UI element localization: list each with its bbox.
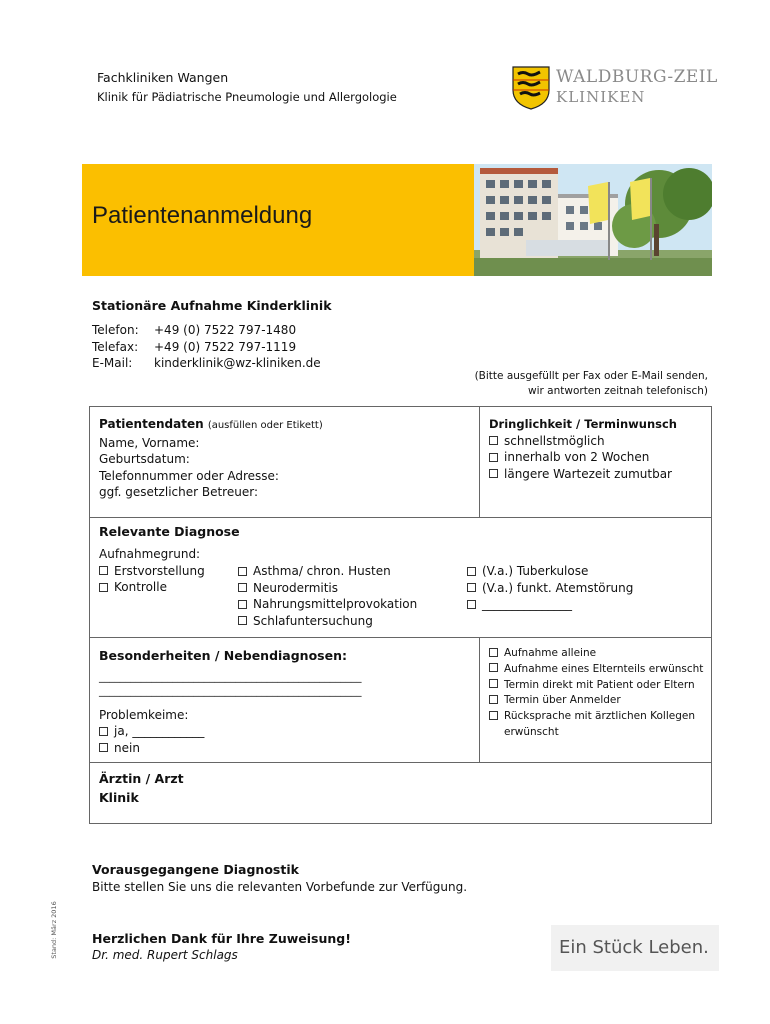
slogan-box [551,925,719,971]
divider [479,407,480,517]
patient-field-contact[interactable]: Telefonnummer oder Adresse: [99,468,279,483]
urgency-option[interactable]: innerhalb von 2 Wochen [489,449,677,466]
checkbox[interactable] [489,663,498,672]
diagnosis-option[interactable]: Nahrungsmittelprovokation [238,596,417,613]
thanks-block [92,930,351,964]
admission-option[interactable]: Aufnahme alleine [489,646,703,662]
page-title: Patientenanmeldung [92,202,313,229]
diagnosis-option[interactable]: Asthma/ chron. Husten [238,563,417,580]
fax-label: Telefax: [92,339,139,354]
special-line-2[interactable]: __________________________________________________ [99,684,362,697]
patient-field-birthdate[interactable]: Geburtsdatum: [99,452,190,466]
prior-section [92,861,467,896]
prior-heading: Vorausgegangene Diagnostik [92,862,299,877]
diagnosis-option[interactable]: Schlafuntersuchung [238,613,417,630]
title-banner [82,164,712,276]
doctor-label[interactable]: Ärztin / Arzt [99,771,184,786]
checkbox[interactable] [489,469,498,478]
admission-option[interactable]: Termin über Anmelder [489,693,703,709]
doctor-section [99,769,184,807]
checkbox[interactable] [238,567,247,576]
checkbox[interactable] [99,743,108,752]
logo-name-line1: WALDBURG-ZEIL [556,67,718,87]
urgency-option[interactable]: längere Wartezeit zumutbar [489,466,677,483]
patient-field-name[interactable]: Name, Vorname: [99,435,200,450]
send-note [475,369,708,399]
germs-label: Problemkeime: [99,707,189,722]
registration-form [89,406,712,824]
clinic-name: Fachkliniken Wangen [97,70,229,85]
special-section [99,648,362,756]
diagnosis-option[interactable]: (V.a.) Tuberkulose [467,563,633,580]
diagnosis-option[interactable]: (V.a.) funkt. Atemstörung [467,580,633,597]
admission-option[interactable]: Rücksprache mit ärztlichen Kollegen [489,709,703,725]
reason-label: Aufnahmegrund: [99,547,201,561]
checkbox[interactable] [99,566,108,575]
checkbox[interactable] [489,648,498,657]
patient-heading-note: (ausfüllen oder Etikett) [207,420,323,431]
signature: Dr. med. Rupert Schlags [92,948,238,962]
germs-no-option[interactable]: nein [99,740,362,757]
checkbox[interactable] [489,453,498,462]
thanks-text: Herzlichen Dank für Ihre Zuweisung! [92,931,351,946]
coat-of-arms-icon [512,66,550,110]
admission-option-cont: erwünscht [504,725,559,738]
contact-heading: Stationäre Aufnahme Kinderklinik [92,298,332,313]
email-address[interactable]: kinderklinik@wz-kliniken.de [154,356,321,370]
diagnosis-col1 [99,546,205,596]
divider [479,637,480,762]
divider [90,762,711,763]
clinic-label[interactable]: Klinik [99,790,139,805]
diagnosis-option-other[interactable]: _______________ [467,596,633,613]
clinic-subtitle: Klinik für Pädiatrische Pneumologie und Allergologie [97,90,397,104]
patient-heading: Patientendaten [99,417,204,431]
checkbox[interactable] [467,567,476,576]
checkbox[interactable] [489,711,498,720]
diagnosis-heading: Relevante Diagnose [99,524,240,539]
diagnosis-col3 [467,563,633,613]
checkbox[interactable] [99,727,108,736]
fax-number: +49 (0) 7522 797-1119 [154,339,297,354]
contact-block [92,322,321,372]
prior-text: Bitte stellen Sie uns die relevanten Vorbefunde zur Verfügung. [92,880,468,894]
slogan: Ein Stück Leben. [559,937,709,958]
stand-date: Stand: März 2016 [50,901,58,959]
checkbox[interactable] [489,679,498,688]
checkbox[interactable] [238,616,247,625]
germs-yes-option[interactable]: ja, ____________ [99,723,362,740]
building-icon [474,164,712,276]
checkbox[interactable] [489,695,498,704]
special-line-1[interactable]: __________________________________________________ [99,670,362,683]
admission-section [489,646,703,741]
note-line2: wir antworten zeitnah telefonisch) [528,385,708,397]
phone-label: Telefon: [92,323,139,337]
checkbox[interactable] [238,600,247,609]
waldburg-zeil-logo [512,66,718,112]
checkbox[interactable] [489,436,498,445]
admission-option[interactable]: Termin direkt mit Patient oder Eltern [489,678,703,694]
patient-section [99,416,323,501]
diagnosis-col2 [238,563,417,629]
email-label: E-Mail: [92,356,133,370]
urgency-option[interactable]: schnellstmöglich [489,433,677,450]
checkbox[interactable] [467,583,476,592]
urgency-heading: Dringlichkeit / Terminwunsch [489,417,677,431]
logo-name-line2: KLINIKEN [556,88,646,106]
urgency-section [489,416,677,482]
checkbox[interactable] [467,600,476,609]
admission-option[interactable]: Aufnahme eines Elternteils erwünscht [489,662,703,678]
divider [90,637,711,638]
special-heading: Besonderheiten / Nebendiagnosen: [99,648,347,663]
diagnosis-option[interactable]: Kontrolle [99,579,205,596]
note-line1: (Bitte ausgefüllt per Fax oder E-Mail senden, [474,370,708,382]
phone-number: +49 (0) 7522 797-1480 [154,323,297,337]
diagnosis-option[interactable]: Erstvorstellung [99,563,205,580]
diagnosis-option[interactable]: Neurodermitis [238,580,417,597]
clinic-building-photo [474,164,712,276]
patient-field-guardian[interactable]: ggf. gesetzlicher Betreuer: [99,485,258,499]
checkbox[interactable] [99,583,108,592]
checkbox[interactable] [238,583,247,592]
divider [90,517,711,518]
